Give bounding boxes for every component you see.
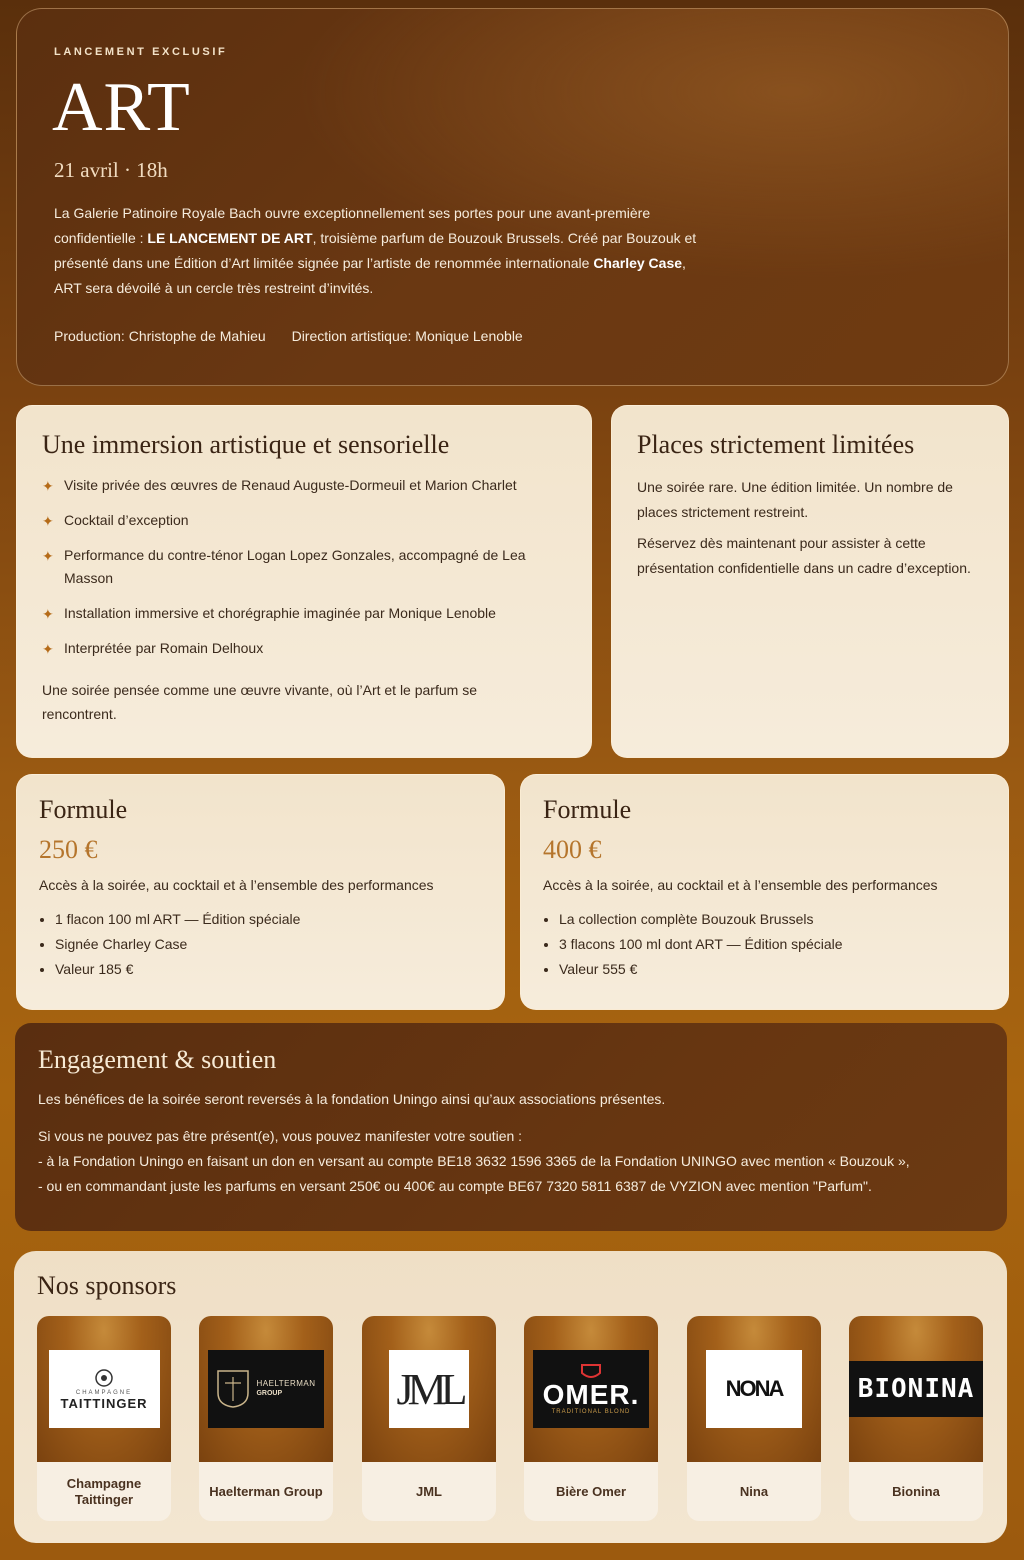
- hero-description: La Galerie Patinoire Royale Bach ouvre exceptionnellement ses portes pour une avant-première confidentielle : LE LANCEMENT DE ART, troisième parfum de Bouzouk Brussels. Créé par Bouzouk et présenté dans une Édition d’Art limitée signée par l’artiste de renommée internationale Charley Case, ART sera dévoilé à un cercle très restreint d’invités.: [54, 205, 697, 296]
- list-item: • Valeur 555 €: [559, 957, 986, 982]
- sparkle-icon: ✦: [42, 606, 54, 622]
- hero-credits: [54, 328, 523, 344]
- engagement-lead: Les bénéfices de la soirée seront reversés à la fondation Uningo ainsi qu’aux associations présentes.: [38, 1091, 666, 1107]
- sponsor-name: Bionina: [892, 1483, 940, 1499]
- formule-price: 400 €: [543, 835, 602, 864]
- list-item: ✦ Cocktail d’exception: [42, 509, 566, 532]
- sponsor-name: Haelterman Group: [209, 1483, 323, 1499]
- sponsors-title: Nos sponsors: [37, 1271, 177, 1300]
- list-item: ✦ Performance du contre-ténor Logan Lopez Gonzales, accompagné de Lea Masson: [42, 547, 526, 586]
- formule-list: [39, 907, 482, 982]
- sponsor-card-haelterman[interactable]: [199, 1316, 333, 1521]
- places-text-1: Une soirée rare. Une édition limitée. Un nombre de places strictement restreint.: [637, 479, 953, 520]
- omer-logo: OMER. TRADITIONAL BLOND: [533, 1350, 649, 1428]
- list-item: ✦ Visite privée des œuvres de Renaud Auguste-Dormeuil et Marion Charlet: [42, 474, 566, 497]
- immersion-list: [42, 474, 566, 660]
- sponsor-card-taittinger[interactable]: [37, 1316, 171, 1521]
- list-item: • Valeur 185 €: [55, 957, 482, 982]
- formule-title: Formule: [543, 795, 632, 824]
- immersion-title: Une immersion artistique et sensorielle: [42, 430, 450, 459]
- list-item: • Signée Charley Case: [55, 932, 482, 957]
- sponsors-section: [14, 1251, 1007, 1543]
- engagement-line-3: - ou en commandant juste les parfums en versant 250€ ou 400€ au compte BE67 7320 5811 6387 de VYZION avec mention "Parfum".: [38, 1178, 872, 1194]
- engagement-section: [15, 1023, 1007, 1231]
- places-card: [611, 405, 1009, 758]
- formule-list: [543, 907, 986, 982]
- sponsor-card-nina[interactable]: [687, 1316, 821, 1521]
- sparkle-icon: ✦: [42, 478, 54, 494]
- hero-section: [16, 8, 1009, 386]
- sponsor-name: Champagne Taittinger: [66, 1475, 142, 1507]
- places-title: Places strictement limitées: [637, 430, 915, 459]
- list-item: ✦ Installation immersive et chorégraphie imaginée par Monique Lenoble: [42, 602, 566, 625]
- list-item: ✦ Interprétée par Romain Delhoux: [42, 637, 566, 660]
- sponsor-name: JML: [416, 1483, 442, 1499]
- sparkle-icon: ✦: [42, 513, 54, 529]
- formule-card-250[interactable]: [16, 774, 505, 1010]
- production-credit: Production: Christophe de Mahieu: [54, 328, 266, 344]
- nona-logo: NONA: [706, 1350, 802, 1428]
- engagement-title: Engagement & soutien: [38, 1045, 277, 1074]
- immersion-card: [16, 405, 592, 758]
- taittinger-logo: CHAMPAGNE TAITTINGER: [49, 1350, 160, 1428]
- crest-icon: [94, 1368, 114, 1388]
- places-text-2: Réservez dès maintenant pour assister à cette présentation confidentielle dans un cadre d’exception.: [637, 535, 971, 576]
- haelterman-logo: HAELTERMAN GROUP: [208, 1350, 324, 1428]
- formule-title: Formule: [39, 795, 128, 824]
- sponsor-name: Bière Omer: [555, 1483, 627, 1499]
- jml-logo: JML: [389, 1350, 469, 1428]
- engagement-line-2: - à la Fondation Uningo en faisant un don en versant au compte BE18 3632 1596 3365 de la Fondation UNINGO avec mention « Bouzouk »,: [38, 1153, 910, 1169]
- list-item: • 1 flacon 100 ml ART — Édition spéciale: [55, 907, 482, 932]
- sparkle-icon: ✦: [42, 548, 54, 564]
- direction-credit: Direction artistique: Monique Lenoble: [291, 328, 523, 344]
- bionina-logo: BIONINA: [849, 1361, 983, 1417]
- hero-date: 21 avril · 18h: [54, 158, 168, 182]
- immersion-closing: Une soirée pensée comme une œuvre vivante, où l’Art et le parfum se rencontrent.: [42, 682, 477, 722]
- engagement-line-1: Si vous ne pouvez pas être présent(e), vous pouvez manifester votre soutien :: [38, 1128, 523, 1144]
- sponsor-card-bionina[interactable]: [849, 1316, 983, 1521]
- shield-icon: [216, 1369, 250, 1409]
- list-item: • La collection complète Bouzouk Brussels: [559, 907, 986, 932]
- sponsor-card-jml[interactable]: [362, 1316, 496, 1521]
- sponsor-name: Nina: [739, 1483, 769, 1499]
- hero-eyebrow: LANCEMENT EXCLUSIF: [54, 46, 228, 58]
- formule-price: 250 €: [39, 835, 98, 864]
- sponsor-card-omer[interactable]: [524, 1316, 658, 1521]
- formule-card-400[interactable]: [520, 774, 1009, 1010]
- formule-access: Accès à la soirée, au cocktail et à l’ensemble des performances: [543, 877, 938, 893]
- sparkle-icon: ✦: [42, 641, 54, 657]
- hero-title: ART: [52, 69, 191, 146]
- formule-access: Accès à la soirée, au cocktail et à l’ensemble des performances: [39, 877, 434, 893]
- list-item: • 3 flacons 100 ml dont ART — Édition spéciale: [559, 932, 986, 957]
